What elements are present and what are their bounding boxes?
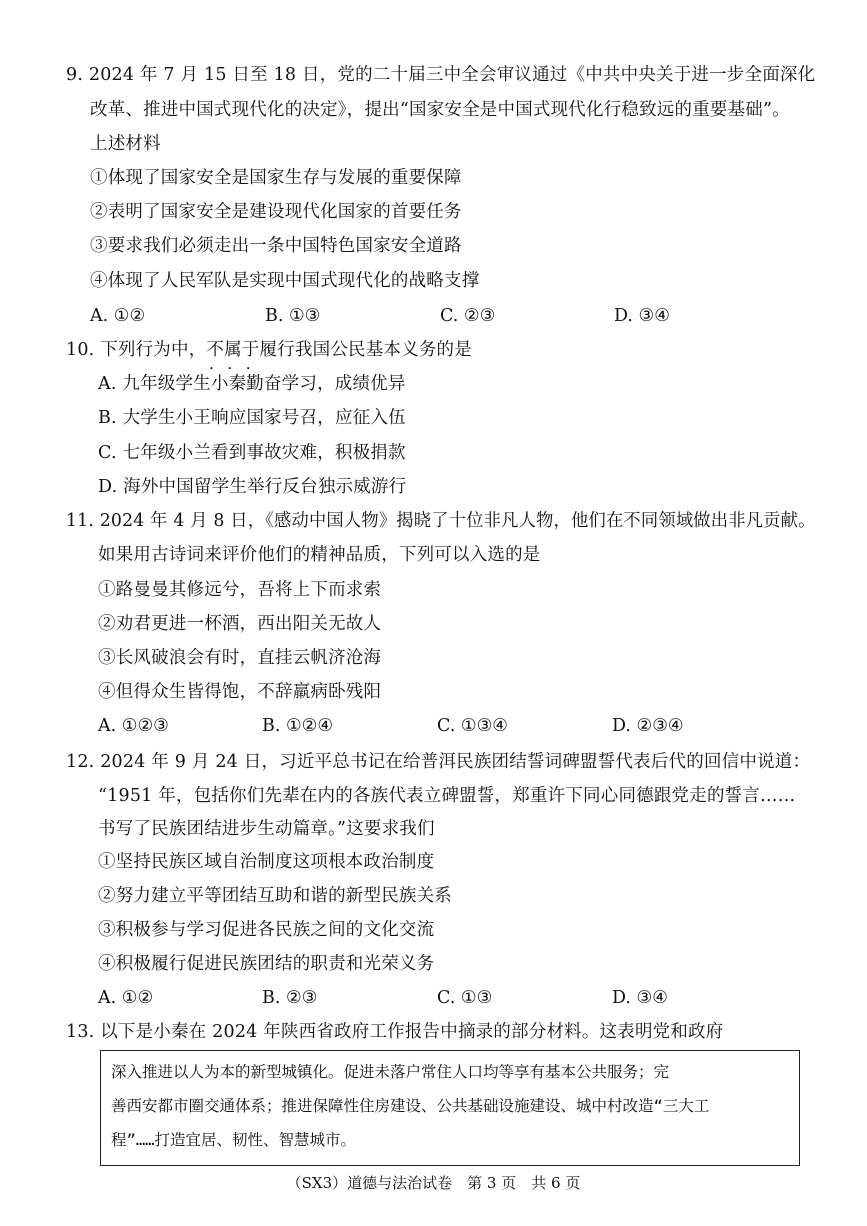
statement-item: ①体现了国家安全是国家生存与发展的重要保障 bbox=[90, 168, 462, 188]
answer-option: B. ①②④ bbox=[262, 716, 334, 736]
answer-option: C. ①③ bbox=[437, 988, 493, 1008]
answer-choice: A. 九年级学生小秦勤奋学习，成绩优异 bbox=[98, 374, 406, 394]
statement-item: ②劝君更进一杯酒，西出阳关无故人 bbox=[98, 614, 382, 634]
statement-item: ④体现了人民军队是实现中国式现代化的战略支撑 bbox=[90, 271, 480, 291]
statement-item: ②努力建立平等团结互助和谐的新型民族关系 bbox=[98, 886, 452, 906]
page-footer: （SX3）道德与法治试卷 第 3 页 共 6 页 bbox=[286, 1174, 581, 1192]
question-stem: 12. 2024 年 9 月 24 日，习近平总书记在给普洱民族团结誓词碑盟誓代表后代的回信中说道： bbox=[66, 752, 811, 772]
question-stem: 书写了民族团结进步生动篇章。”这要求我们 bbox=[98, 819, 435, 839]
answer-choice: C. 七年级小兰看到事故灾难，积极捐款 bbox=[98, 443, 406, 463]
answer-option: C. ①③④ bbox=[437, 716, 508, 736]
question-stem bbox=[66, 338, 472, 362]
question-stem: 上述材料 bbox=[90, 134, 161, 154]
material-text: 善西安都市圈交通体系；推进保障性住房建设、公共基础设施建设、城中村改造“三大工 bbox=[111, 1097, 710, 1115]
statement-item: ③长风破浪会有时，直挂云帆济沧海 bbox=[98, 648, 382, 668]
material-box bbox=[100, 1050, 800, 1166]
answer-choice: D. 海外中国留学生举行反台独示威游行 bbox=[98, 477, 407, 497]
answer-option: D. ③④ bbox=[614, 306, 670, 326]
material-text: 深入推进以人为本的新型城镇化。促进未落户常住人口均等享有基本公共服务；完 bbox=[111, 1063, 670, 1081]
material-text: 程”……打造宜居、韧性、智慧城市。 bbox=[111, 1131, 356, 1149]
statement-item: ③要求我们必须走出一条中国特色国家安全道路 bbox=[90, 236, 462, 256]
answer-option: B. ①③ bbox=[265, 306, 321, 326]
question-stem: 11. 2024 年 4 月 8 日，《感动中国人物》揭晓了十位非凡人物，他们在不同领域做出非凡贡献。 bbox=[66, 511, 816, 531]
statement-item: ②表明了国家安全是建设现代化国家的首要任务 bbox=[90, 202, 462, 222]
statement-item: ④但得众生皆得饱，不辞羸病卧残阳 bbox=[98, 682, 382, 702]
stem-prefix: 10. 下列行为中， bbox=[66, 340, 207, 360]
answer-option: C. ②③ bbox=[440, 306, 496, 326]
statement-item: ④积极履行促进民族团结的职责和光荣义务 bbox=[98, 954, 435, 974]
answer-option: A. ①② bbox=[98, 988, 154, 1008]
statement-item: ①坚持民族区域自治制度这项根本政治制度 bbox=[98, 852, 435, 872]
stem-suffix: 履行我国公民基本义务的是 bbox=[259, 340, 472, 360]
answer-option: A. ①② bbox=[90, 306, 146, 326]
statement-item: ①路曼曼其修远兮，吾将上下而求索 bbox=[98, 580, 382, 600]
emphasized-text: 不属于 • • • bbox=[206, 340, 259, 360]
question-stem: “1951 年，包括你们先辈在内的各族代表立碑盟誓，郑重许下同心同德跟党走的誓言…… bbox=[98, 786, 796, 806]
question-stem: 13. 以下是小秦在 2024 年陕西省政府工作报告中摘录的部分材料。这表明党和政府 bbox=[66, 1022, 724, 1042]
answer-option: B. ②③ bbox=[262, 988, 318, 1008]
answer-option: D. ③④ bbox=[612, 988, 668, 1008]
question-stem: 9. 2024 年 7 月 15 日至 18 日，党的二十届三中全会审议通过《中共中央关于进一步全面深化 bbox=[66, 65, 816, 85]
statement-item: ③积极参与学习促进各民族之间的文化交流 bbox=[98, 920, 435, 940]
question-stem: 改革、推进中国式现代化的决定》，提出“国家安全是中国式现代化行稳致远的重要基础”。 bbox=[90, 100, 790, 120]
answer-option: A. ①②③ bbox=[98, 716, 169, 736]
answer-option: D. ②③④ bbox=[612, 716, 684, 736]
answer-choice: B. 大学生小王响应国家号召，应征入伍 bbox=[98, 408, 406, 428]
question-stem: 如果用古诗词来评价他们的精神品质，下列可以入选的是 bbox=[98, 545, 541, 565]
